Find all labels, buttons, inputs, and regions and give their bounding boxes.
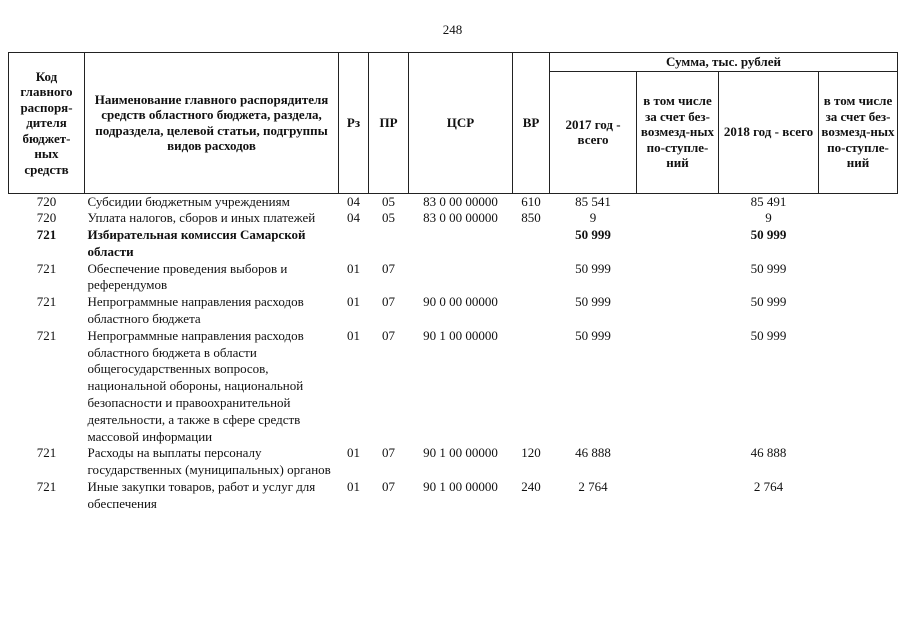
table-row bbox=[9, 261, 898, 295]
cell-vr: 120 bbox=[521, 445, 541, 461]
header-sum-2017: 2017 год - всего bbox=[550, 71, 637, 193]
header-vr: ВР bbox=[513, 53, 550, 194]
cell-incl-2017 bbox=[637, 328, 719, 446]
cell-pr: 07 bbox=[382, 327, 395, 343]
cell-incl-2017 bbox=[637, 227, 719, 261]
cell-sum-2017: 50 999 bbox=[575, 260, 611, 276]
cell-csr: 90 1 00 00000 bbox=[423, 479, 498, 495]
cell-code: 721 bbox=[36, 445, 57, 461]
cell-sum-2017: 2 764 bbox=[578, 479, 608, 495]
cell-name: Уплата налогов, сборов и иных платежей bbox=[87, 210, 316, 226]
cell-code: 721 bbox=[36, 327, 57, 343]
cell-vr: 610 bbox=[521, 193, 541, 209]
page-number: 248 bbox=[442, 22, 463, 37]
cell-incl-2018 bbox=[819, 210, 898, 227]
cell-name: Непрограммные направления расходов областного бюджета в области общегосударственных вопросов, национальной обороны, национальной безопасности и правоохранительной деятельности, а также в сфере средств массовой информации bbox=[87, 327, 304, 444]
cell-csr: 90 1 00 00000 bbox=[423, 327, 498, 343]
cell-vr bbox=[513, 294, 550, 328]
cell-rz: 04 bbox=[347, 193, 360, 209]
cell-code: 721 bbox=[36, 294, 57, 310]
cell-pr: 07 bbox=[382, 479, 395, 495]
cell-csr bbox=[409, 227, 513, 261]
header-sum-2018: 2018 год - всего bbox=[719, 71, 819, 193]
cell-incl-2017 bbox=[637, 261, 719, 295]
cell-pr: 07 bbox=[382, 260, 395, 276]
cell-code: 721 bbox=[36, 227, 57, 243]
cell-csr: 83 0 00 00000 bbox=[423, 193, 498, 209]
cell-incl-2018 bbox=[819, 294, 898, 328]
header-name: Наименование главного распорядителя средств областного бюджета, раздела, подраздела, целевой статьи, подгруппы видов расходов bbox=[85, 53, 339, 194]
cell-sum-2018: 46 888 bbox=[750, 445, 787, 461]
cell-pr: 05 bbox=[382, 210, 395, 226]
cell-code: 721 bbox=[36, 260, 57, 276]
cell-incl-2018 bbox=[819, 479, 898, 513]
cell-rz: 01 bbox=[347, 260, 360, 276]
cell-name: Иные закупки товаров, работ и услуг для обеспечения bbox=[87, 479, 316, 511]
table-row bbox=[9, 328, 898, 446]
cell-rz: 04 bbox=[347, 210, 360, 226]
header-sum-group: Сумма, тыс. рублей bbox=[550, 53, 898, 72]
table-row bbox=[9, 210, 898, 227]
cell-rz: 01 bbox=[347, 327, 360, 343]
cell-sum-2018: 50 999 bbox=[750, 260, 787, 276]
cell-incl-2017 bbox=[637, 294, 719, 328]
header-rz: Рз bbox=[339, 53, 369, 194]
header-csr: ЦСР bbox=[409, 53, 513, 194]
cell-pr: 07 bbox=[382, 445, 395, 461]
cell-sum-2018: 9 bbox=[765, 210, 772, 226]
cell-sum-2018: 50 999 bbox=[750, 294, 787, 310]
cell-csr: 90 0 00 00000 bbox=[423, 294, 498, 310]
header-incl-2017: в том числе за счет без-возмезд-ных по-ступле-ний bbox=[637, 71, 719, 193]
cell-vr bbox=[513, 261, 550, 295]
cell-rz: 01 bbox=[347, 479, 360, 495]
cell-csr: 90 1 00 00000 bbox=[423, 445, 498, 461]
cell-sum-2017: 9 bbox=[589, 210, 597, 226]
cell-name: Обеспечение проведения выборов и референдумов bbox=[87, 260, 288, 293]
cell-vr bbox=[513, 227, 550, 261]
cell-code: 721 bbox=[36, 479, 57, 495]
cell-name: Непрограммные направления расходов областного бюджета bbox=[87, 294, 304, 327]
cell-csr bbox=[409, 261, 513, 295]
cell-sum-2018: 50 999 bbox=[750, 227, 787, 243]
cell-incl-2018 bbox=[819, 328, 898, 446]
cell-sum-2017: 85 541 bbox=[575, 193, 611, 209]
cell-pr: 07 bbox=[382, 294, 395, 310]
table-body bbox=[9, 193, 898, 513]
cell-incl-2017 bbox=[637, 193, 719, 210]
table-row bbox=[9, 193, 898, 210]
cell-sum-2018: 50 999 bbox=[750, 327, 787, 343]
cell-name: Расходы на выплаты персоналу государственных (муниципальных) органов bbox=[87, 445, 331, 478]
cell-csr: 83 0 00 00000 bbox=[423, 210, 498, 226]
cell-sum-2017: 50 999 bbox=[575, 227, 611, 243]
table-row bbox=[9, 227, 898, 261]
header-incl-2018: в том числе за счет без-возмезд-ных по-ступле-ний bbox=[819, 71, 898, 193]
cell-code: 720 bbox=[36, 193, 57, 209]
cell-rz: 01 bbox=[347, 445, 360, 461]
cell-sum-2018: 85 491 bbox=[750, 193, 787, 209]
cell-rz: 01 bbox=[347, 294, 360, 310]
table-header bbox=[9, 53, 898, 194]
cell-incl-2018 bbox=[819, 193, 898, 210]
header-pr: ПР bbox=[369, 53, 409, 194]
table-row bbox=[9, 479, 898, 513]
cell-name: Субсидии бюджетным учреждениям bbox=[87, 193, 290, 209]
cell-sum-2017: 50 999 bbox=[575, 294, 611, 310]
cell-rz bbox=[339, 227, 369, 261]
cell-code: 720 bbox=[36, 210, 57, 226]
cell-pr bbox=[369, 227, 409, 261]
cell-vr: 850 bbox=[521, 210, 541, 226]
cell-sum-2018: 2 764 bbox=[753, 479, 784, 495]
budget-table bbox=[8, 52, 898, 513]
table-row bbox=[9, 445, 898, 479]
cell-incl-2018 bbox=[819, 227, 898, 261]
cell-pr: 05 bbox=[382, 193, 395, 209]
cell-sum-2017: 46 888 bbox=[575, 445, 611, 461]
cell-incl-2017 bbox=[637, 479, 719, 513]
cell-sum-2017: 50 999 bbox=[575, 327, 611, 343]
cell-name: Избирательная комиссия Самарской области bbox=[87, 227, 306, 259]
cell-incl-2017 bbox=[637, 210, 719, 227]
table-row bbox=[9, 294, 898, 328]
cell-vr: 240 bbox=[521, 479, 541, 495]
header-code: Код главного распоря-дителя бюджет-ных средств bbox=[9, 53, 85, 194]
cell-incl-2017 bbox=[637, 445, 719, 479]
cell-incl-2018 bbox=[819, 445, 898, 479]
cell-incl-2018 bbox=[819, 261, 898, 295]
cell-vr bbox=[513, 328, 550, 446]
